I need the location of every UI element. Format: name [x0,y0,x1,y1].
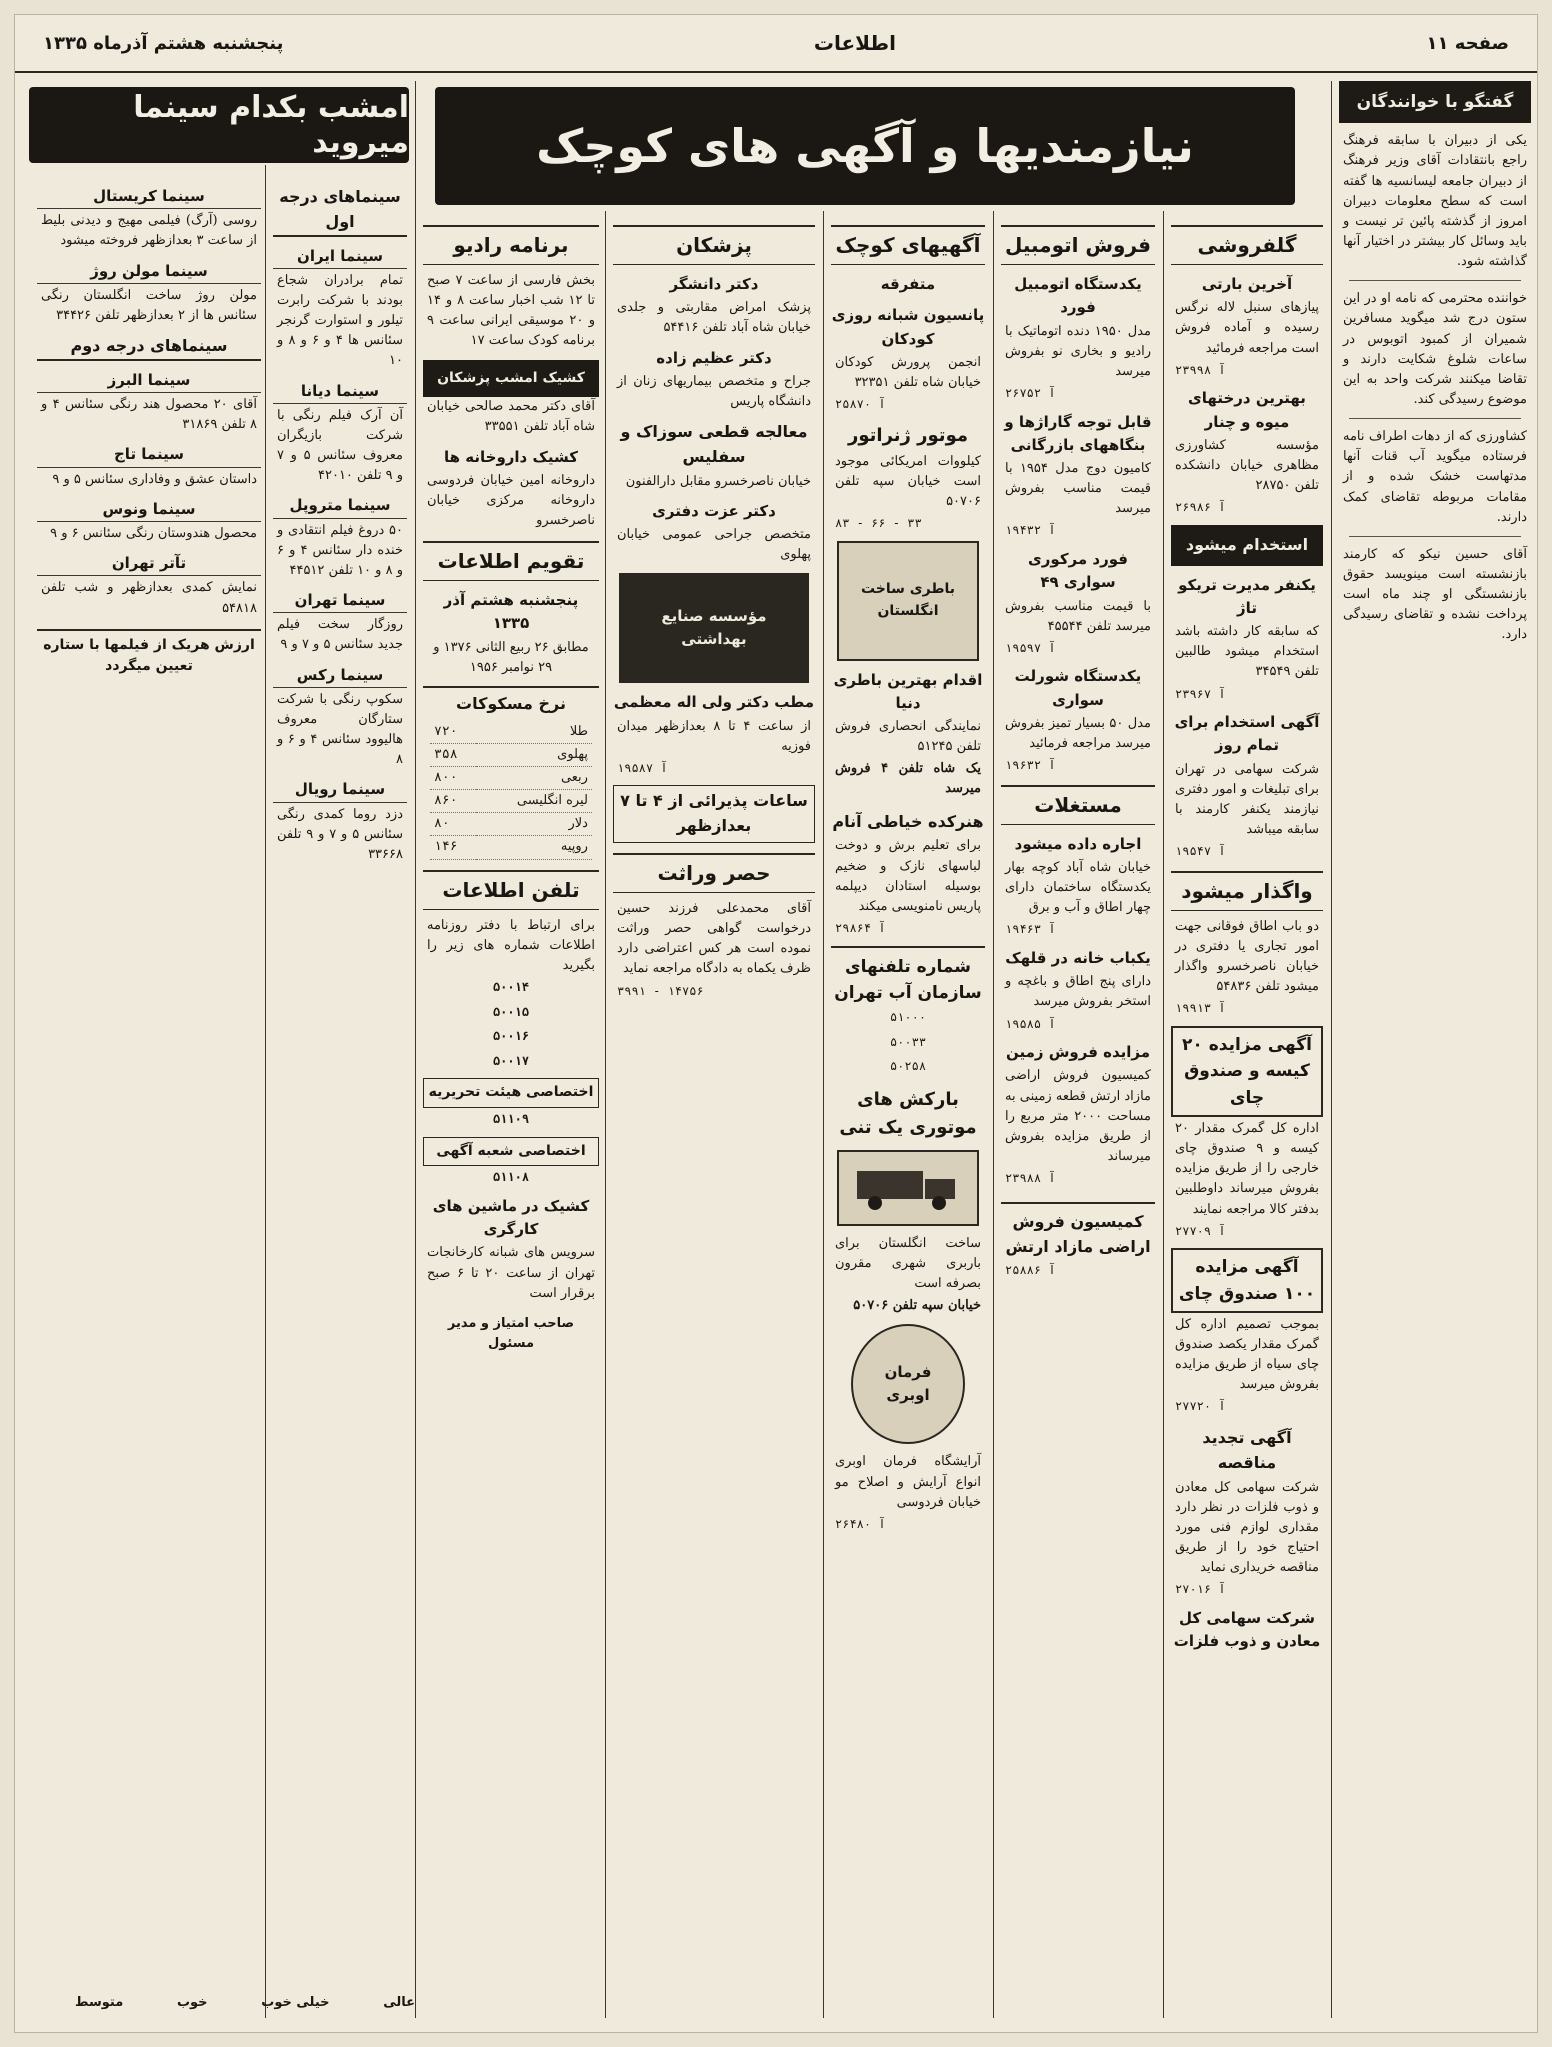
ads-dept-tel: ۵۱۱۰۸ [492,1170,530,1185]
price-row [430,836,592,859]
ad-body: مؤسسه کشاورزی مظاهری خیابان دانشکده تلفن ۲۸۷۵۰ [1175,437,1319,494]
ad-code: ۱۹۵۹۷ آ [1005,640,1056,655]
medical-column [613,215,815,2018]
employment-title: استخدام میشود [1171,525,1323,566]
phone-title: تلفن اطلاعات [423,870,599,910]
cinema-body: آن آرک فیلم رنگی با شرکت بازیگران معروف سئانس ۵ و ۷ و ۹ تلفن ۴۲۰۱۰ [277,407,403,484]
ad-heading: دکتر عظیم زاده [656,348,772,367]
ad-code: ۲۷۷۲۰ آ [1175,1399,1226,1414]
hours-heading: ساعات پذیرائی از ۴ تا ۷ بعدازظهر [613,785,815,843]
pharmacy-title: کشیک امشب پزشکان [423,360,599,398]
inheritance-title: حصر وراثت [613,853,815,893]
classifieds-column-4 [831,215,985,2018]
ad-code: ۲۳۹۹۸ آ [1175,362,1226,377]
price-row [430,813,592,836]
phone-number: ۵۰۰۱۴ [492,980,530,995]
ad-code: ۲۹۸۶۴ آ [835,920,886,935]
ad-code: ۲۷۷۰۹ آ [1175,1223,1226,1238]
battery-image-caption: باطری ساخت انگلستان [860,580,956,619]
auction-heading: آگهی مزایده ۲۰ کیسه و صندوق چای [1171,1026,1323,1117]
battery-body: نمایندگی انحصاری فروش تلفن ۵۱۲۴۵ [835,719,981,755]
truck-title: بارکش های موتوری یک تنی [839,1089,977,1138]
cinema-body: نمایش کمدی بعدازظهر و شب تلفن ۵۴۸۱۸ [41,580,257,616]
property-title: مستغلات [1001,785,1155,825]
pharma-image [619,573,809,683]
radio-title: برنامه رادیو [423,225,599,265]
price-row [430,767,592,790]
ad-body: کامیون دوج مدل ۱۹۵۴ با قیمت مناسب بفروش میرسد [1005,461,1151,517]
phone-body: برای ارتباط با دفتر روزنامه اطلاعات شماره های زیر را بگیرید [427,917,595,973]
ad-heading: قابل توجه گاراژها و بنگاههای بازرگانی [1004,412,1152,454]
ad-heading: معالجه قطعی سوزاک و سفلیس [620,422,808,466]
salon-body: آرایشگاه فرمان اوبری انواع آرایش و اصلاح مو خیابان فردوسی [835,1454,981,1510]
price-item: لیره انگلیسی [476,790,592,813]
editorial-title: اختصاصی هیئت تحریریه [423,1078,599,1108]
rating-label: خوب [176,1995,208,2010]
misc-title: متفرقه [880,275,936,293]
tel-line: یک شاه تلفن ۴ فروش میرسد [835,761,981,797]
ad-code: ۲۶۴۸۰ آ [835,1516,886,1531]
cinema-name: سینما تهران [273,589,407,613]
calendar-day: پنجشنبه هشتم آذر ۱۳۳۵ [443,591,579,633]
cinema-name: تآتر تهران [37,552,261,576]
land-sale-title: کمیسیون فروش اراضی مازاد ارتش [1001,1202,1155,1260]
ad-code: ۳۹۹۱ - ۱۴۷۵۶ [617,983,704,998]
cinema-body: ۵۰ دروغ فیلم انتقادی و خنده دار سئانس ۴ و ۶ و ۸ و ۱۰ تلفن ۴۴۵۱۲ [277,522,403,578]
price-value: ۷۲۰ [430,721,476,744]
price-row [430,790,592,813]
services-column [423,215,599,2018]
ad-code: ۱۹۶۳۲ آ [1005,758,1056,773]
ad-heading: آخرین بارتی [1201,275,1293,293]
ad-heading: پانسیون شبانه روزی کودکان [831,306,985,348]
ad-heading: اجاره داده میشود [1014,834,1142,853]
ad-body: شرکت سهامی در تهران برای تبلیغات و امور دفتری نیازمند یکنفر کارمند با سابقه میباشد [1175,761,1319,838]
ad-code: ۸۳ - ۶۶ - ۳۳ [835,515,922,530]
cinema-name: سینما البرز [37,369,261,393]
ad-heading: آگهی استخدام برای تمام روز [1174,713,1320,755]
tailoring-heading: هنرکده خیاطی آنام [832,811,984,831]
ad-heading: دکتر دانشگر [669,275,759,293]
cinema-body: محصول هندوستان رنگی سئانس ۶ و ۹ [50,526,257,542]
ad-body: خیابان ناصرخسرو مقابل دارالفنون [625,473,811,489]
water-phones-title: شماره تلفنهای سازمان آب تهران [831,946,985,1007]
cinema-name: سینما رویال [273,778,407,802]
ad-body: پیازهای سنبل لاله نرگس رسیده و آماده فروش است مراجعه فرمائید [1175,300,1319,356]
ad-code: ۱۹۴۶۳ آ [1005,922,1056,937]
water-phone: ۵۰۰۳۳ [889,1034,927,1049]
ad-heading: مطب دکتر ولی اله معظمی [613,693,815,712]
mining-title: شرکت سهامی کل معادن و ذوب فلزات [1173,1608,1321,1651]
ad-body: اداره کل گمرک مقدار ۲۰ کیسه و ۹ صندوق چای خارجی را از طریق مزایده بفروش میرساند داوطلبین بدفتر کالا مراجعه نمایند [1175,1120,1319,1217]
calendar-body: مطابق ۲۶ ربیع الثانی ۱۳۷۶ و ۲۹ نوامبر ۱۹۵۶ [433,639,589,675]
phone-number: ۵۰۰۱۵ [492,1004,530,1019]
ad-code: ۱۹۹۱۳ آ [1175,1001,1226,1016]
ads-dept-title: اختصاصی شعبه آگهی [423,1137,599,1167]
kids-body: سرویس های شبانه کارخانجات تهران از ساعت ۲۰ تا ۶ صبح برقرار است [427,1245,595,1301]
cinema-name: سینما دیانا [273,380,407,404]
inheritance-body: آقای محمدعلی فرزند حسین درخواست گواهی حصر وراثت نموده است هر کس اعتراضی دارد ظرف یکماه به دادگاه مراجعه نماید [617,901,811,977]
tender-title: آگهی تجدید مناقصه [1202,1428,1292,1472]
cinema-column-b [37,177,261,1962]
ad-body: مدل ۱۹۵۰ دنده اتوماتیک با رادیو و بخاری نو بفروش میرسد [1005,323,1151,379]
cinema-name: سینما ونوس [37,498,261,522]
battery-heading: اقدام بهترین باطری دنیا [833,670,983,712]
price-value: ۳۵۸ [430,743,476,766]
cinema-name: سینما تاج [37,443,261,467]
cinema-banner-title: امشب بکدام سینما میروید [133,90,409,160]
price-value: ۸۰ [430,813,476,836]
ratings-legend [75,1995,415,2010]
water-phone: ۵۰۲۵۸ [889,1059,927,1074]
small-ads-title: آگهیهای کوچک [831,225,985,265]
price-value: ۱۴۶ [430,836,476,859]
first-run-title: سینماهای درجه اول [273,185,407,237]
ad-code: ۲۶۹۸۶ آ [1175,500,1226,515]
phone-number: ۵۰۰۱۷ [492,1053,530,1068]
ad-body: دو باب اطاق فوقانی جهت امور تجاری یا دفتری در خیابان ناصرخسرو واگذار میشود تلفن ۵۴۸۳۶ [1175,918,1319,995]
ad-body: که سابقه کار داشته باشد استخدام میشود طالبین تلفن ۳۴۵۴۹ [1175,624,1319,680]
page-number: صفحه ۱۱ [1426,32,1509,54]
pharma-image-text: مؤسسه صنایع بهداشتی [661,607,767,649]
cinema-body: دزد روما کمدی رنگی سئانس ۵ و ۷ و ۹ تلفن ۳۳۶۶۸ [277,806,403,862]
ad-heading: فورد مرکوری سواری ۴۹ [1028,550,1128,592]
cinema-name: سینما کریستال [37,185,261,209]
ad-code: ۲۶۷۵۲ آ [1005,385,1056,400]
auction-heading: آگهی مزایده ۱۰۰ صندوق چای [1171,1248,1323,1313]
ad-body: متخصص جراحی عمومی خیابان پهلوی [617,527,811,563]
ad-code: ۲۷۰۱۶ آ [1175,1582,1226,1597]
ad-body: بموجب تصمیم اداره کل گمرک مقدار یکصد صندوق چای سیاه از طریق مزایده بفروش میرسد [1175,1316,1319,1393]
price-item: طلا [476,721,592,744]
main-banner-title: نیازمندیها و آگهی های کوچک [536,119,1194,173]
ad-body: دارای پنج اطاق و باغچه و استخر بفروش میرسد [1005,974,1151,1010]
truck-body: ساخت انگلستان برای باربری شهری مقرون بصرفه است [835,1235,981,1292]
ad-body: خیابان شاه آباد کوچه بهار یکدستگاه ساختمان دارای چهار اطاق و آب و برق [1005,860,1151,916]
issue-date: پنجشنبه هشتم آذرماه ۱۳۳۵ [43,32,284,54]
ad-body: انجمن پرورش کودکان خیابان شاه تلفن ۳۲۳۵۱ [835,354,981,390]
classifieds-column-3 [1001,215,1155,2018]
ad-heading: مزایده فروش زمین [1005,1043,1151,1062]
medical-title: پزشکان [613,225,815,265]
price-value: ۸۰۰ [430,767,476,790]
editorial-tel: ۵۱۱۰۹ [492,1112,530,1127]
ad-heading: موتور ژنراتور [848,424,968,446]
ad-heading: یکنفر مدیرت تریکو تاژ [1178,575,1316,617]
drug-body: داروخانه امین خیابان فردوسی داروخانه مرکزی خیابان ناصرخسرو [427,472,595,529]
cinema-body: آقای ۲۰ محصول هند رنگی سئانس ۴ و ۸ تلفن ۳۱۸۶۹ [41,397,257,433]
ad-heading: یکباب خانه در قلهک [1005,949,1151,968]
ad-body: مدل ۵۰ بسیار تمیز بفروش میرسد مراجعه فرمائید [1005,715,1151,752]
cinema-body: سکوپ رنگی با شرکت ستارگان معروف هالیوود سئانس ۴ و ۶ و ۸ [277,691,403,768]
ad-body: جراح و متخصص بیماریهای زنان از دانشگاه پاریس [617,373,811,409]
page-header [15,15,1537,73]
ad-code: ۲۳۹۶۷ آ [1175,686,1226,701]
readers-paragraph: خواننده محترمی که نامه او در این ستون درج شد میگوید مسافرین شمیران از کمبود اتوبوس در ساعات شلوغ شکایت دارند و تقاضا میکنند شرکت واحد به این موضوع رسیدگی کند. [1343,291,1527,408]
newspaper-page [14,14,1538,2033]
ad-code: ۱۹۴۳۲ آ [1005,523,1056,538]
readers-paragraph: آقای حسین نیکو که کارمند بازنشسته است مینویسد حقوق بازنشستگی او چند ماه است پرداخت نشده و تقاضای رسیدگی دارد. [1343,546,1527,643]
truck-tel: خیابان سپه تلفن ۵۰۷۰۶ [853,1298,981,1314]
readers-paragraph: کشاورزی که از دهات اطراف نامه فرستاده میگوید آب قنات آنها مدتهاست خشک شده و از مقامات مربوطه تقاضای کمک دارند. [1343,429,1527,525]
cinema-body: تمام برادران شجاع بودند با شرکت رابرت تیلور و استوارت گرنجر سئانس ها ۴ و ۶ و ۸ و ۱۰ [277,272,403,369]
phone-number: ۵۰۰۱۶ [492,1029,530,1044]
ad-body: پزشک امراض مقاربتی و جلدی خیابان شاه آباد تلفن ۵۴۴۱۶ [617,300,811,336]
cinema-body: روزگار سخت فیلم جدید سئانس ۵ و ۷ و ۹ [277,617,403,653]
prices-title: نرخ مسکوکات [423,686,599,717]
price-item: پهلوی [476,743,592,766]
cinema-name: سینما ایران [273,245,407,269]
cinema-body: روسی (آرگ) فیلمی مهیج و دیدنی بلیط از ساعت ۳ بعدازظهر فروخته میشود [41,213,257,249]
ad-body: کیلووات امریکائی موجود است خیابان سپه تلفن ۵۰۷۰۶ [835,453,981,509]
kids-title: کشیک در ماشین های کارگری [432,1196,590,1239]
ad-code: ۲۵۸۸۶ آ [1005,1263,1056,1278]
ad-heading: بهترین درختهای میوه و چنار [1188,389,1306,431]
rating-label: خیلی خوب [261,1995,330,2010]
price-row [430,721,592,744]
cinema-name: سینما متروپل [273,494,407,518]
paper-name: اطلاعات [813,31,896,55]
radio-body: بخش فارسی از ساعت ۷ صبح تا ۱۲ شب اخبار ساعت ۸ و ۱۴ و ۲۰ موسیقی ایرانی ساعت ۹ برنامه کودک ساعت ۱۷ [427,273,596,349]
readers-paragraph: یکی از دبیران با سابقه فرهنگ راجع بانتقادات آقای وزیر فرهنگ از دبیران جامعه لیسانسیه ها گفته است که سطح معلومات دبیران امروز از گذشته پائین تر نیست و باید وسائل کار بیشتر در اختیار آنها گذاشته شود. [1343,133,1527,270]
tailoring-body: برای تعلیم برش و دوخت لباسهای نازک و ضخیم بوسیله استادان دیپلمه پاریس نامنویسی میکند [835,838,981,914]
readers-title: گفتگو با خوانندگان [1339,81,1531,123]
prices-table [430,721,592,860]
pharmacy-body: آقای دکتر محمد صالحی خیابان شاه آباد تلفن ۳۳۵۵۱ [427,399,595,435]
cinema-name: سینما مولن روژ [37,260,261,284]
cinema-column-a [273,177,407,2018]
salon-title: فرمان اوبری [884,1363,932,1405]
cinema-body: داستان عشق و وفاداری سئانس ۵ و ۹ [52,471,257,487]
truck-icon [853,1163,963,1213]
cinema-banner [29,87,409,163]
drug-title: کشیک داروخانه ها [444,447,578,466]
price-value: ۸۶۰ [430,790,476,813]
main-banner [435,87,1295,205]
ad-body: کمیسیون فروش اراضی مازاد ارتش قطعه زمینی به مساحت ۲۰۰۰ متر مربع را از طریق مزایده بفروش میرساند [1005,1068,1151,1164]
rating-label: عالی [383,1995,415,2010]
price-item: دلار [476,813,592,836]
transfer-title: واگذار میشود [1171,871,1323,911]
ad-body: شرکت سهامی کل معادن و ذوب فلزات در نظر دارد مقداری لوازم فنی مورد احتیاج خود را از طریق مناقصه خریداری نماید [1175,1479,1319,1576]
ad-heading: دکتر عزت دفتری [652,501,776,520]
ad-code: ۲۵۸۷۰ آ [835,397,886,412]
auto-title: فروش اتومبیل [1001,225,1155,265]
publisher-footer: صاحب امتیاز و مدیر مسئول [447,1315,575,1352]
price-item: روپیه [476,836,592,859]
calendar-title: تقویم اطلاعات [423,541,599,581]
classifieds-column-2 [1171,215,1323,2018]
water-phone: ۵۱۰۰۰ [889,1010,927,1025]
rating-label: متوسط [75,1995,124,2010]
ad-heading: یکدستگاه شورلت سواری [1014,667,1142,709]
flowers-title: گلفروشی [1171,225,1323,265]
readers-column [1339,81,1531,2018]
ad-code: ۲۳۹۸۸ آ [1005,1171,1056,1186]
ad-code: ۱۹۵۴۷ آ [1175,844,1226,859]
ad-heading: یکدستگاه اتومبیل فورد [1014,275,1142,317]
battery-image [837,541,979,661]
ad-body: با قیمت مناسب بفروش میرسد تلفن ۴۵۵۴۴ [1005,598,1151,634]
salon-image [851,1324,965,1444]
price-row [430,743,592,766]
cinema-body: مولن روژ ساخت انگلستان رنگی سئانس ها از ۲ بعدازظهر تلفن ۳۴۴۲۶ [41,287,257,323]
cinema-name: سینما رکس [273,664,407,688]
truck-image [837,1150,979,1226]
ad-body: از ساعت ۴ تا ۸ بعدازظهر میدان فوزیه [617,718,812,754]
ad-code: ۱۹۵۸۷ آ [617,760,668,775]
ratings-note: ارزش هریک از فیلمها با ستاره تعیین میگردد [37,629,261,678]
ad-code: ۱۹۵۸۵ آ [1005,1016,1056,1031]
price-item: ربعی [476,767,592,790]
second-run-title: سینماهای درجه دوم [37,334,261,361]
